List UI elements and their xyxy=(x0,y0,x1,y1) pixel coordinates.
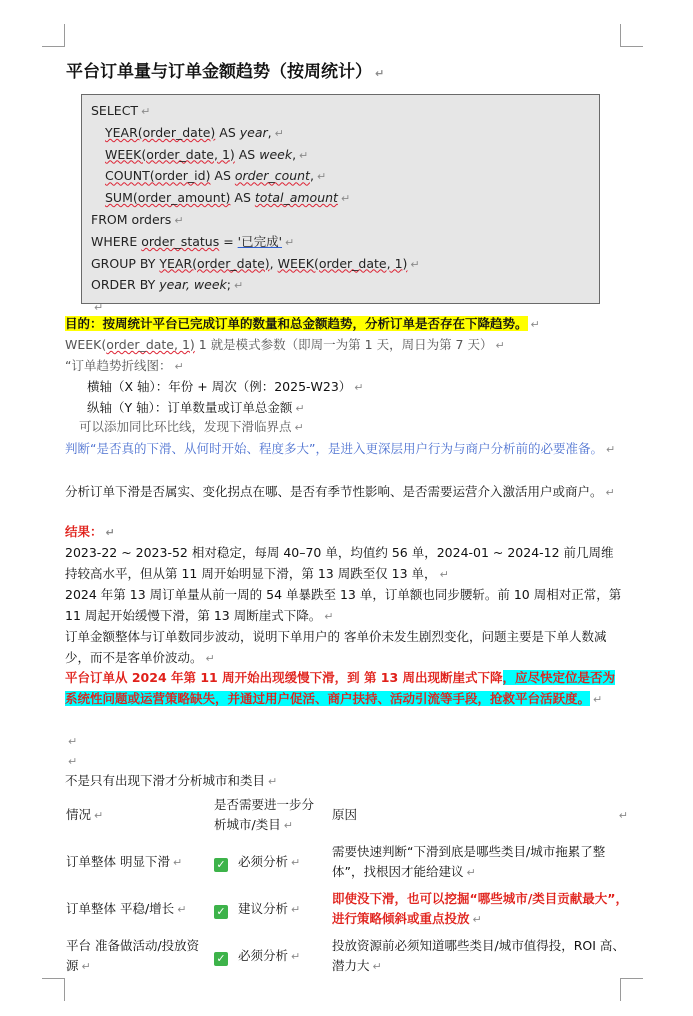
crop-mark-top-right xyxy=(620,24,643,47)
analysis-decision-table xyxy=(62,792,632,980)
empty-paragraph-2: ↵ xyxy=(68,755,78,768)
sql-line-sum: SUM(order_amount) AS total_amount ↵ xyxy=(105,190,351,206)
table-cell: 订单整体 明显下滑 ↵ xyxy=(66,854,183,869)
result-label: 结果： ↵ xyxy=(65,524,115,539)
document-title: 平台订单量与订单金额趋势（按周统计） ↵ xyxy=(66,62,385,82)
table-cell: 平台 准备做活动/投放资源 ↵ xyxy=(66,938,200,973)
sql-line-where: WHERE order_status = '已完成' ↵ xyxy=(91,233,295,249)
crop-mark-bottom-left xyxy=(42,978,65,1001)
y-axis-note: 纵轴（Y 轴）：订单数量或订单总金额 ↵ xyxy=(87,400,305,415)
chart-intro: “订单趋势折线图： ↵ xyxy=(65,358,184,373)
crop-mark-bottom-right xyxy=(620,978,643,1001)
sql-code-block[interactable] xyxy=(81,94,600,315)
table-row xyxy=(62,886,632,933)
yoy-note: 可以添加同比环比线，发现下滑临界点 ↵ xyxy=(79,419,304,434)
sql-line-week: WEEK(order_date, 1) AS week, ↵ xyxy=(105,146,309,162)
sql-line-order-by: ORDER BY year, week; ↵ xyxy=(91,277,244,293)
sql-line-from: FROM orders ↵ xyxy=(91,211,184,227)
check-box-icon: ✓ xyxy=(214,905,228,919)
sql-line-count: COUNT(order_id) AS order_count, ↵ xyxy=(105,168,327,184)
result-paragraph-1: 2023-22 ~ 2023-52 相对稳定，每周 40–70 单，均值约 56 单，2024-01 ~ 2024-12 前几周维持较高水平，但从第 11 周开始明显下滑，第 13 周跌至仅 13 单， ↵ xyxy=(65,545,614,581)
crop-mark-top-left xyxy=(42,24,65,47)
table-cell: ✓ 必须分析 ↵ xyxy=(210,839,328,886)
table-subheading: 不是只有出现下滑才分析城市和类目 ↵ xyxy=(65,773,278,788)
table-header-cell: 原因 ↵ xyxy=(332,807,628,822)
table-cell: ✓ 必须分析 ↵ xyxy=(210,933,328,980)
paragraph-return-icon: ↵ xyxy=(375,67,385,80)
table-cell: 订单整体 平稳/增长 ↵ xyxy=(66,901,187,916)
table-cell: 投放资源前必须知道哪些类目/城市值得投，ROI 高、潜力大 ↵ xyxy=(332,938,625,973)
table-row xyxy=(62,839,632,886)
table-cell: 需要快速判断“下滑到底是哪些类目/城市拖累了整体”，找根因才能给建议 ↵ xyxy=(332,844,606,879)
judge-paragraph: 判断“是否真的下滑、从何时开始、程度多大”，是进入更深层用户行为与商户分析前的必要准备。 ↵ xyxy=(65,441,616,456)
table-row xyxy=(62,933,632,980)
sql-line-year: YEAR(order_date) AS year, ↵ xyxy=(105,124,284,140)
check-box-icon: ✓ xyxy=(214,952,228,966)
table-header-cell: 情况 ↵ xyxy=(66,807,104,822)
analysis-paragraph: 分析订单下滑是否属实、变化拐点在哪、是否有季节性影响、是否需要运营介入激活用户或商户。 ↵ xyxy=(65,484,615,499)
sql-line-group-by: GROUP BY YEAR(order_date), WEEK(order_date, 1) ↵ xyxy=(91,255,420,271)
table-cell: 即使没下滑，也可以挖掘“哪些城市/类目贡献最大”，进行策略倾斜或重点投放 ↵ xyxy=(332,891,628,926)
x-axis-note: 横轴（X 轴）：年份 + 周次（例：2025-W23） ↵ xyxy=(87,379,364,394)
table-header-row xyxy=(62,792,632,839)
check-box-icon: ✓ xyxy=(214,858,228,872)
table-cell: ✓ 建议分析 ↵ xyxy=(210,886,328,933)
goal-paragraph: 目的：按周统计平台已完成订单的数量和总金额趋势，分析订单是否存在下降趋势。 ↵ xyxy=(65,316,540,331)
table-header-cell: 是否需要进一步分析城市/类目 ↵ xyxy=(214,797,315,832)
sql-line-select: SELECT ↵ xyxy=(91,103,151,118)
result-paragraph-2: 2024 年第 13 周订单量从前一周的 54 单暴跌至 13 单，订单额也同步腰斩。前 10 周相对正常，第 11 周起开始缓慢下滑，第 13 周断崖式下降。 ↵ xyxy=(65,587,622,623)
sql-line-empty: ↵ xyxy=(94,301,104,315)
result-paragraph-3: 订单金额整体与订单数同步波动，说明下单用户的 客单价未发生剧烈变化，问题主要是下单人数减少，而不是客单价波动。 ↵ xyxy=(65,629,607,665)
conclusion-paragraph: 平台订单从 2024 年第 11 周开始出现缓慢下滑，到 第 13 周出现断崖式下降，应尽快定位是否为系统性问题或运营策略缺失，并通过用户促活、商户扶持、活动引流等手段，抢救平台活跃度。 ↵ xyxy=(65,670,616,706)
week-note: WEEK(order_date, 1) 1 就是模式参数（即周一为第 1 天，周日为第 7 天） ↵ xyxy=(65,337,505,352)
empty-paragraph-1: ↵ xyxy=(68,735,78,748)
